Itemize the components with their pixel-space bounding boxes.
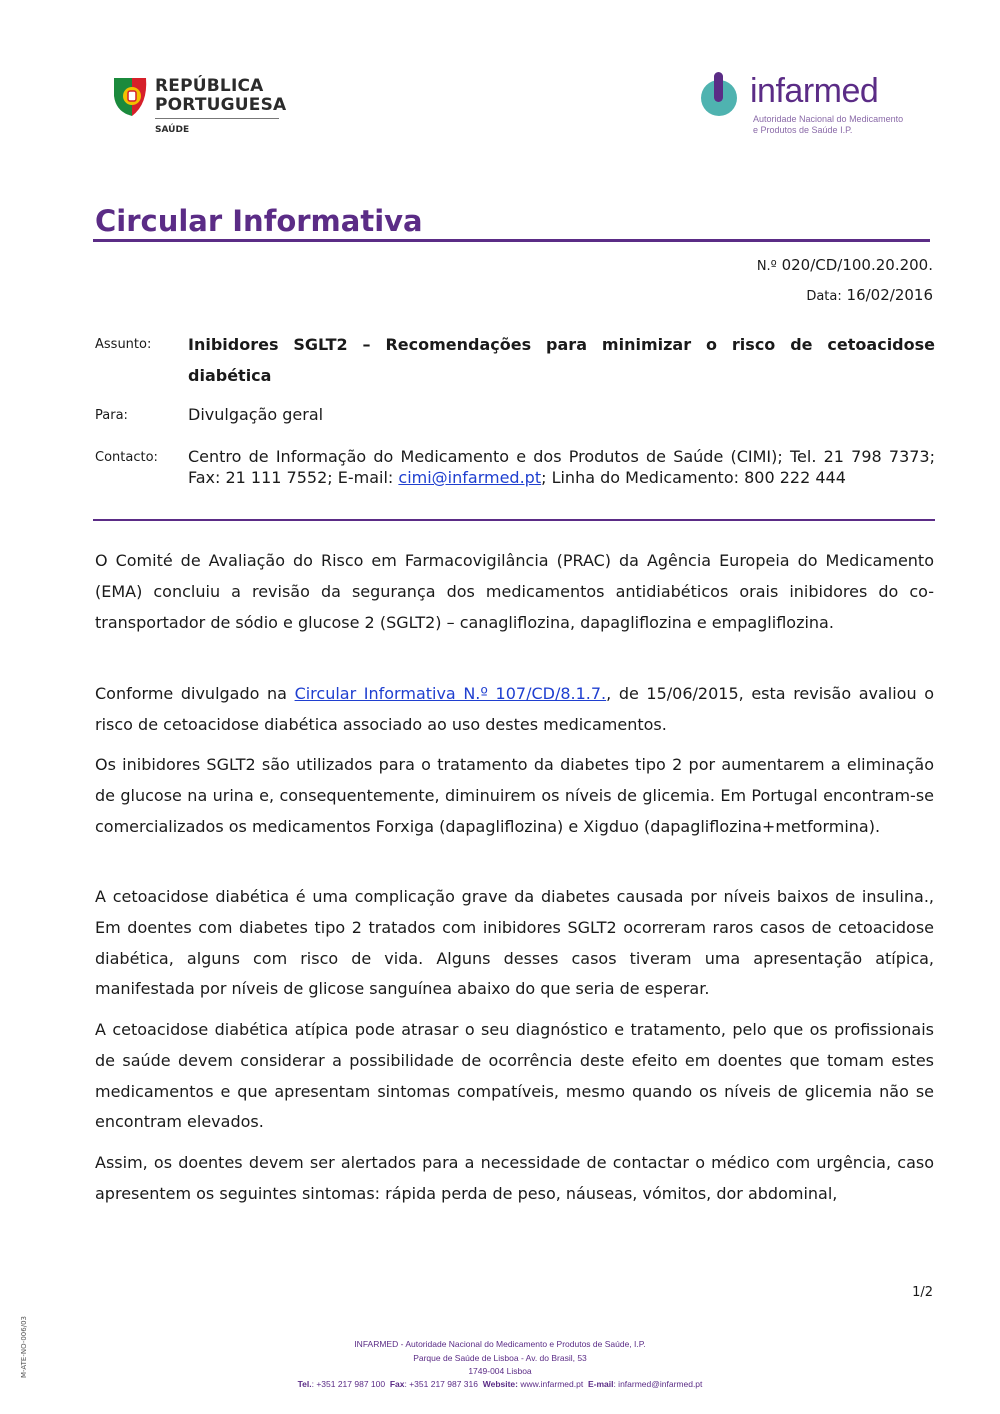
footer-email-value: : infarmed@infarmed.pt <box>613 1379 703 1389</box>
contact-label: Contacto: <box>95 450 158 465</box>
contact-email-link[interactable]: cimi@infarmed.pt <box>398 468 542 487</box>
body-paragraph-5 <box>95 1015 934 1138</box>
document-date <box>806 286 933 304</box>
footer-fax-value: : +351 217 987 316 <box>404 1379 478 1389</box>
infarmed-wordmark: infarmed <box>750 72 879 110</box>
recipient-label: Para: <box>95 408 128 423</box>
footer-line-2: Parque de Saúde de Lisboa - Av. do Brasil, 53 <box>413 1353 587 1363</box>
paragraph-text: O Comité de Avaliação do Risco em Farmacovigilância (PRAC) da Agência Europeia do Medicamento (EMA) concluiu a revisão da segurança dos medicamentos antidiabéticos orais inibidores do co-transportador de sódio e glucose 2 (SGLT2) – canagliflozina, dapagliflozina e empagliflozina. <box>95 551 934 632</box>
reference-label: N.º <box>756 259 777 274</box>
recipient-value: Divulgação geral <box>188 405 324 424</box>
footer-web-value: www.infarmed.pt <box>518 1379 584 1389</box>
footer-contacts <box>0 1379 1000 1389</box>
paragraph-text: Conforme divulgado na <box>95 684 295 703</box>
saude-text: SAÚDE <box>155 125 190 135</box>
date-value: 16/02/2016 <box>846 286 933 304</box>
footer-tel-value: : +351 217 987 100 <box>311 1379 386 1389</box>
paragraph-text: , de 15/06/2015, esta revisão avaliou o risco de cetoacidose diabética associado ao uso destes medicamentos. <box>95 684 934 734</box>
infarmed-mark-icon <box>697 70 747 120</box>
footer-tel-label: Tel. <box>297 1379 312 1389</box>
paragraph-text: Os inibidores SGLT2 são utilizados para o tratamento da diabetes tipo 2 por aumentarem a eliminação de glucose na urina e, consequentemente, diminuirem os níveis de glicemia. Em Portugal encontram-se comercializados os medicamentos Forxiga (dapagliflozina) e Xigduo (dapagliflozina+metformina). <box>95 755 934 836</box>
footer-line-3: 1749-004 Lisboa <box>468 1366 532 1376</box>
republica-text: REPÚBLICA <box>155 76 264 96</box>
date-label: Data: <box>806 289 842 304</box>
title-underline <box>93 239 930 242</box>
reference-value: 020/CD/100.20.200. <box>781 256 933 274</box>
body-paragraph-4 <box>95 882 934 1005</box>
footer-fax-label: Fax <box>389 1379 405 1389</box>
document-title: Circular Informativa <box>95 204 423 238</box>
circular-reference-link[interactable]: Circular Informativa N.º 107/CD/8.1.7. <box>294 684 607 703</box>
document-form-code: M-ATE-NO-006/03 <box>20 1316 28 1378</box>
subject-label: Assunto: <box>95 337 152 352</box>
body-paragraph-1 <box>95 546 934 638</box>
infarmed-subtitle-line1: Autoridade Nacional do Medicamento <box>753 114 904 124</box>
footer-email-label: E-mail <box>587 1379 614 1389</box>
republica-portuguesa-emblem <box>110 74 150 120</box>
meta-divider <box>93 519 935 521</box>
contact-text-after: ; Linha do Medicamento: 800 222 444 <box>541 468 846 487</box>
body-paragraph-3 <box>95 750 934 842</box>
infarmed-subtitle-line2: e Produtos de Saúde I.P. <box>753 125 853 135</box>
paragraph-text: A cetoacidose diabética é uma complicação grave da diabetes causada por níveis baixos de insulina., Em doentes com diabetes tipo 2 tratados com inibidores SGLT2 ocorreram raros casos de cetoacidose diabética, alguns com risco de vida. Alguns desses casos tiveram uma apresentação atípica, manifestada por níveis de glicose sanguínea abaixo do que seria de esperar. <box>95 887 934 999</box>
portuguesa-text: PORTUGUESA <box>155 95 287 115</box>
contact-value <box>188 446 935 488</box>
contact-text: Centro de Informação do Medicamento e dos Produtos de Saúde (CIMI); Tel. 21 798 7373; Fax: 21 111 7552; E-mail: <box>188 447 935 487</box>
footer-line-1: INFARMED - Autoridade Nacional do Medicamento e Produtos de Saúde, I.P. <box>354 1339 646 1349</box>
paragraph-text: A cetoacidose diabética atípica pode atrasar o seu diagnóstico e tratamento, pelo que os profissionais de saúde devem considerar a possibilidade de ocorrência deste efeito em doentes que tomam estes medicamentos e que apresentam sintomas compatíveis, mesmo quando os níveis de glicemia não se encontram elevados. <box>95 1020 934 1132</box>
subject-value: Inibidores SGLT2 – Recomendações para minimizar o risco de cetoacidose diabética <box>188 335 935 385</box>
page-number: 1/2 <box>912 1285 933 1300</box>
paragraph-text: Assim, os doentes devem ser alertados para a necessidade de contactar o médico com urgência, caso apresentem os seguintes sintomas: rápida perda de peso, náuseas, vómitos, dor abdominal, <box>95 1153 934 1203</box>
footer-web-label: Website: <box>482 1379 518 1389</box>
body-paragraph-6 <box>95 1148 934 1210</box>
body-paragraph-2 <box>95 679 934 741</box>
reference-number <box>757 256 933 274</box>
logo-divider <box>155 118 279 119</box>
